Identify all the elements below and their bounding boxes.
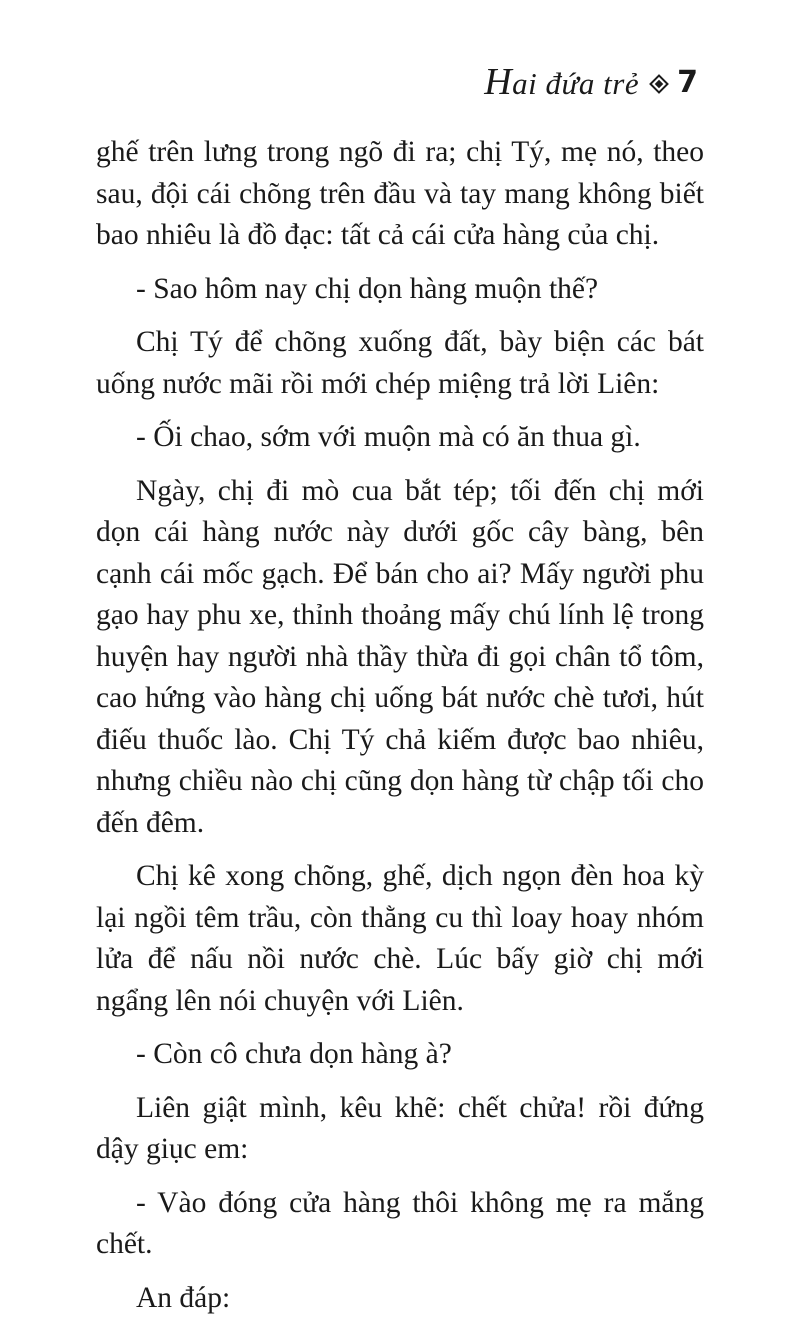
paragraph-dialogue: - Ối chao, sớm với muộn mà có ăn thua gì. (136, 421, 641, 453)
body-text (96, 132, 704, 1331)
page-number: 7 (677, 65, 698, 100)
chapter-title (484, 62, 639, 104)
paragraph: Chị Tý để chõng xuống đất, bày biện các bát uống nước mãi rồi mới chép miệng trả lời Liên: (96, 326, 704, 400)
paragraph-continued: ghế trên lưng trong ngõ đi ra; chị Tý, mẹ nó, theo sau, đội cái chõng trên đầu và tay mang không biết bao nhiêu là đồ đạc: tất cả cái cửa hàng của chị. (96, 136, 704, 251)
running-header (484, 62, 698, 104)
chapter-title-rest: ai đứa trẻ (512, 66, 640, 101)
diamond-ornament-icon (649, 74, 667, 92)
paragraph: An đáp: (136, 1281, 231, 1314)
paragraph-dialogue: - Còn cô chưa dọn hàng à? (136, 1038, 452, 1070)
paragraph-dialogue: - Sao hôm nay chị dọn hàng muộn thế? (136, 272, 599, 305)
paragraph: Ngày, chị đi mò cua bắt tép; tối đến chị mới dọn cái hàng nước này dưới gốc cây bàng, bên cạnh cái mốc gạch. Để bán cho ai? Mấy người phu gạo hay phu xe, thỉnh thoảng mấy chú lính lệ trong huyện hay người nhà thầy thừa đi gọi chân tổ tôm, cao hứng vào hàng chị uống bát nước chè tươi, hút điếu thuốc lào. Chị Tý chả kiếm được bao nhiêu, nhưng chiều nào chị cũng dọn hàng từ chập tối cho đến đêm. (96, 474, 704, 839)
paragraph: Chị kê xong chõng, ghế, dịch ngọn đèn hoa kỳ lại ngồi têm trầu, còn thằng cu thì loay hoay nhóm lửa để nấu nồi nước chè. Lúc bấy giờ chị mới ngẩng lên nói chuyện với Liên. (96, 860, 704, 1017)
paragraph-dialogue: - Vào đóng cửa hàng thôi không mẹ ra mắng chết. (96, 1186, 704, 1260)
paragraph: Liên giật mình, kêu khẽ: chết chửa! rồi đứng dậy giục em: (96, 1091, 704, 1165)
chapter-title-initial: H (484, 61, 513, 103)
